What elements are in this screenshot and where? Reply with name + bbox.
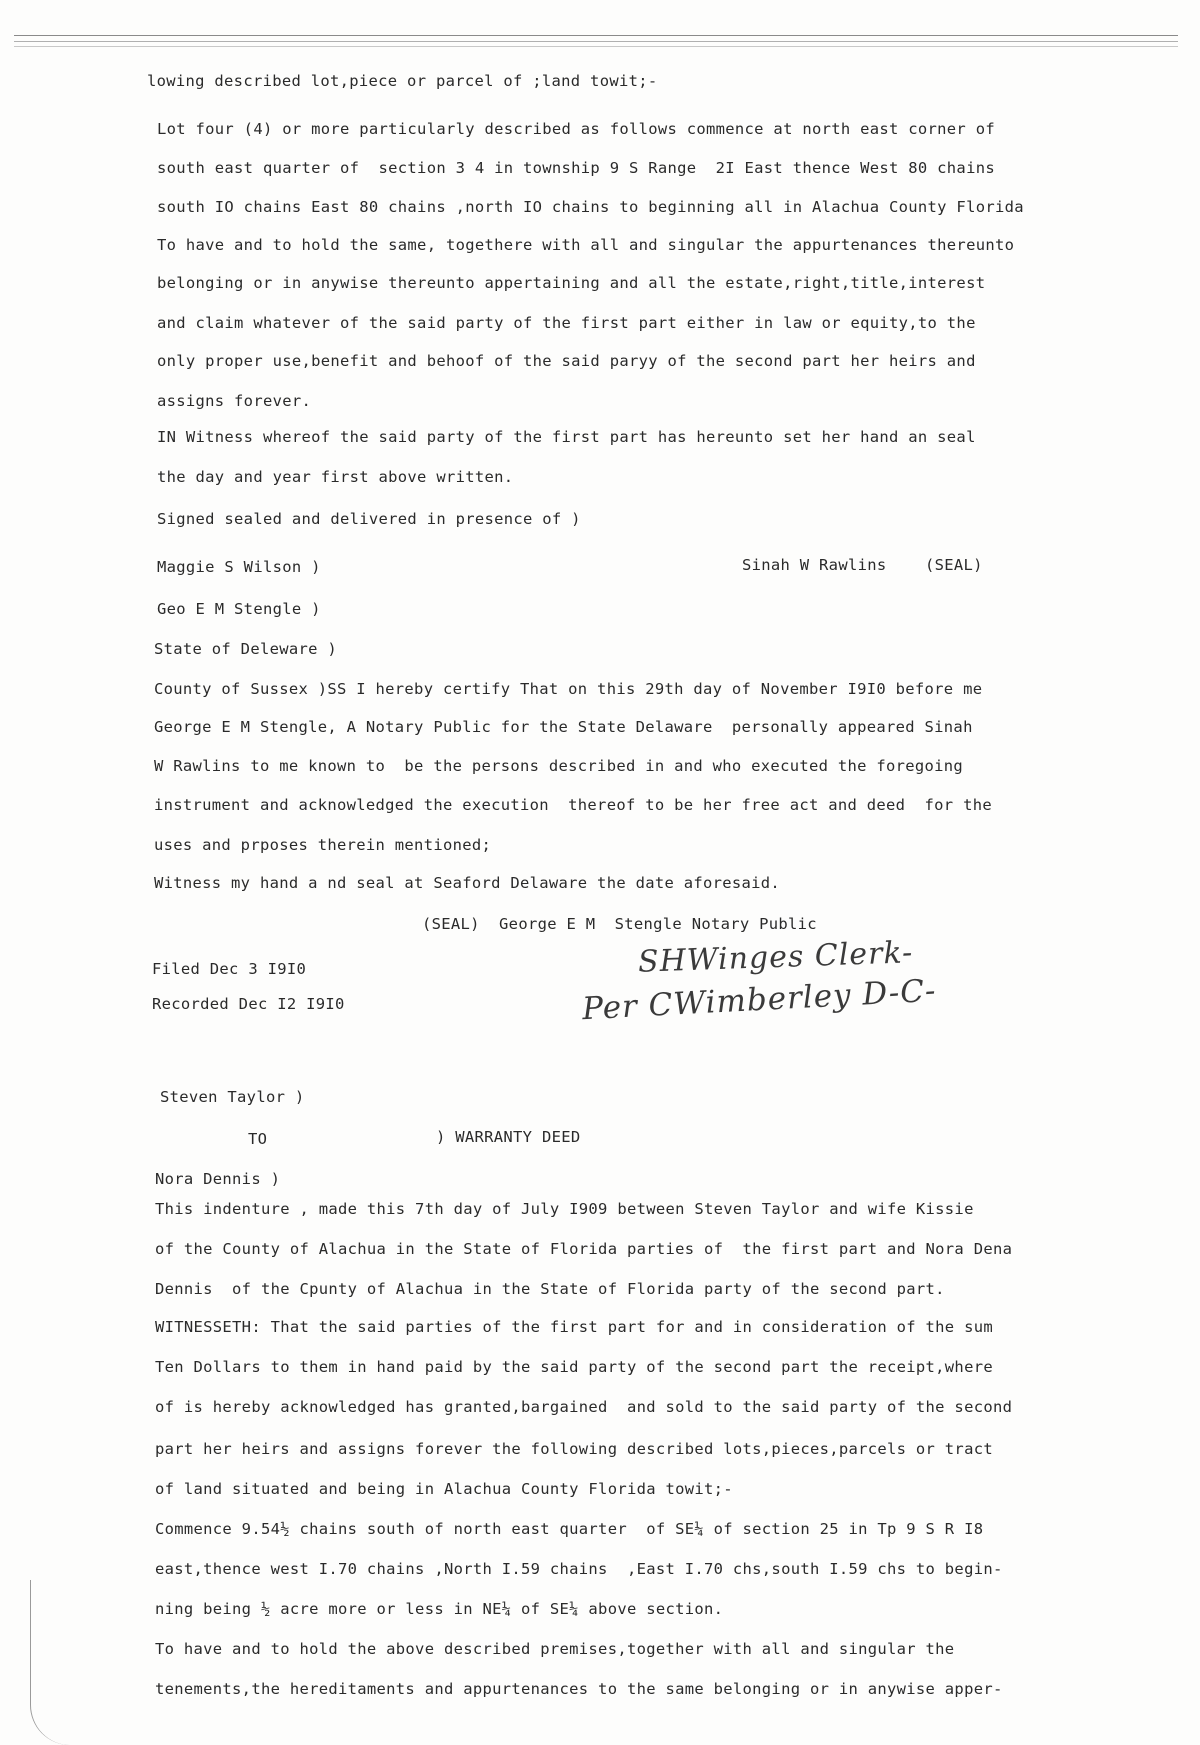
top-border-line	[14, 35, 1178, 36]
deed-type: ) WARRANTY DEED	[436, 1128, 581, 1146]
top-border-line	[14, 46, 1178, 47]
clerk-signature: SHWinges Clerk-	[637, 935, 914, 980]
text-line: County of Sussex )SS I hereby certify That on this 29th day of November I9I0 before me	[154, 680, 983, 698]
text-line: To have and to hold the same, togethere with all and singular the appurtenances thereunto	[157, 236, 1015, 254]
text-line: lowing described lot,piece or parcel of ;land towit;-	[147, 72, 658, 90]
text-line: and claim whatever of the said party of the first part either in law or equity,to the	[157, 314, 976, 332]
text-line: Commence 9.54½ chains south of north east quarter of SE¼ of section 25 in Tp 9 S R I8	[155, 1520, 984, 1538]
text-line: of is hereby acknowledged has granted,bargained and sold to the said party of the second	[155, 1398, 1013, 1416]
text-line: George E M Stengle, A Notary Public for the State Delaware personally appeared Sinah	[154, 718, 973, 736]
recorded-date: Recorded Dec I2 I9I0	[152, 995, 345, 1013]
text-line: part her heirs and assigns forever the following described lots,pieces,parcels or tract	[155, 1440, 993, 1458]
text-line: TO	[248, 1130, 268, 1148]
text-line: south east quarter of section 3 4 in township 9 S Range 2I East thence West 80 chains	[157, 159, 995, 177]
text-line: the day and year first above written.	[157, 468, 514, 486]
text-line: State of Deleware )	[154, 640, 338, 658]
text-line: Signed sealed and delivered in presence of )	[157, 510, 581, 528]
text-line: assigns forever.	[157, 392, 312, 410]
text-line: belonging or in anywise thereunto appertaining and all the estate,right,title,interest	[157, 274, 986, 292]
text-line: W Rawlins to me known to be the persons described in and who executed the foregoing	[154, 757, 964, 775]
text-line: instrument and acknowledged the execution thereof to be her free act and deed for the	[154, 796, 992, 814]
text-line: IN Witness whereof the said party of the first part has hereunto set her hand an seal	[157, 428, 976, 446]
witness-name: Geo E M Stengle )	[157, 600, 321, 618]
grantor-name: Steven Taylor )	[160, 1088, 305, 1106]
text-line: To have and to hold the above described premises,together with all and singular the	[155, 1640, 955, 1658]
filed-date: Filed Dec 3 I9I0	[152, 960, 307, 978]
text-line: east,thence west I.70 chains ,North I.59 chains ,East I.70 chs,south I.59 chs to begin-	[155, 1560, 1003, 1578]
text-line: south IO chains East 80 chains ,north IO chains to beginning all in Alachua County Florida	[157, 198, 1024, 216]
top-border-line	[14, 41, 1178, 42]
text-line: Dennis of the Cpunty of Alachua in the State of Florida party of the second part.	[155, 1280, 945, 1298]
text-line: Witness my hand a nd seal at Seaford Delaware the date aforesaid.	[154, 874, 781, 892]
text-line: Lot four (4) or more particularly described as follows commence at north east corner of	[157, 120, 995, 138]
text-line: tenements,the hereditaments and appurtenances to the same belonging or in anywise apper-	[155, 1680, 1003, 1698]
text-line: ning being ½ acre more or less in NE¼ of SE¼ above section.	[155, 1600, 724, 1618]
text-line: only proper use,benefit and behoof of the said paryy of the second part her heirs and	[157, 352, 976, 370]
grantor-signature-line: Sinah W Rawlins (SEAL)	[742, 556, 983, 574]
deputy-clerk-signature: Per CWimberley D-C-	[581, 972, 938, 1028]
text-line: This indenture , made this 7th day of July I909 between Steven Taylor and wife Kissie	[155, 1200, 974, 1218]
notary-signature-line: (SEAL) George E M Stengle Notary Public	[422, 915, 817, 933]
text-line: of the County of Alachua in the State of Florida parties of the first part and Nora Dena	[155, 1240, 1013, 1258]
text-line: Ten Dollars to them in hand paid by the said party of the second part the receipt,where	[155, 1358, 993, 1376]
text-line: of land situated and being in Alachua County Florida towit;-	[155, 1480, 733, 1498]
text-line: uses and prposes therein mentioned;	[154, 836, 492, 854]
grantee-name: Nora Dennis )	[155, 1170, 281, 1188]
page-edge-curve	[30, 1580, 71, 1745]
witness-name: Maggie S Wilson )	[157, 558, 321, 576]
text-line: WITNESSETH: That the said parties of the first part for and in consideration of the sum	[155, 1318, 993, 1336]
